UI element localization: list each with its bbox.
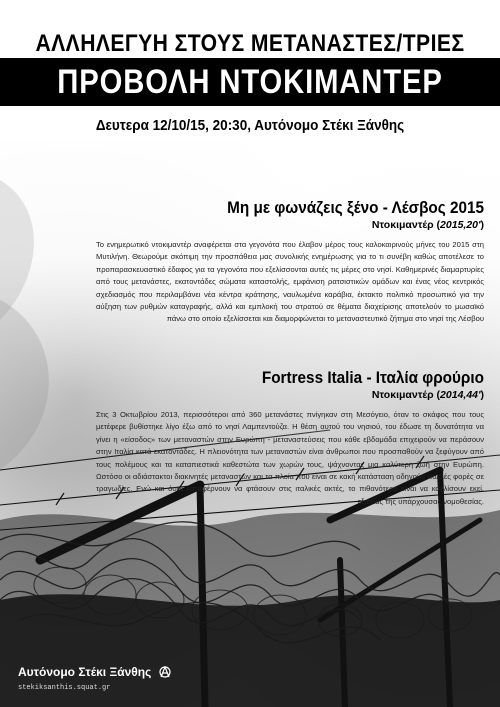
organizer-logo xyxy=(18,665,173,679)
film-meta: Ντοκιμαντέρ (2014,44') xyxy=(371,389,484,401)
film-title: Μη με φωνάζεις ξένο - Λέσβος 2015 xyxy=(227,198,484,217)
organizer-url: stekiksanthis.squat.gr xyxy=(18,684,111,692)
film-description: Στις 3 Οκτωβρίου 2013, περισσότεροι από 360 μετανάστες πνίγηκαν στη Μεσόγειο, όταν το σκάφος που τους μετέφερε βυθίστηκε λίγο έξω από το νησί Λαμπεντούζα. Η θέση αυτού του νησιού, του έδωσε τη δυνατότητα να γίνει η «είσοδος» των μεταναστών στην Ευρώπη - μεταναστεύσεις που κάθε εβδομάδα επιχειρούν να περάσουν στην Ιταλία κατά εκατοντάδες. Η πλειονότητα των μεταναστών είναι άνθρωποι που προσπαθούν να ξεφύγουν από τους πολέμους και τα καταπιεστικά καθεστώτα των χωρών τους, ψάχνοντας μια καλύτερη ζωή στην Ευρώπη. Ωστόσο οι αδιάστακτοι διακινητές μεταναστών και τα πλοία που είναι σε κακή κατάσταση οδηγούν πολλές φορές σε τραγωδίες. Ενώ και όσοι καταφέρνουν να φτάσουν στις ιταλικές ακτές, το πιθανότερο είναι να καλλίσουν εκεί, εξαιτίας της υπάρχουσας νομοθεσίας. xyxy=(96,410,484,506)
event-date-location: Δευτερα 12/10/15, 20:30, Αυτόνομο Στέκι Ξάνθης xyxy=(95,117,405,134)
film-meta: Ντοκιμαντέρ (2015,20') xyxy=(371,219,484,231)
anarchy-symbol-icon xyxy=(157,666,173,678)
film-section-lesvos xyxy=(96,198,484,326)
film-title: Fortress Italia - Ιταλία φρούριο xyxy=(261,368,484,387)
headline-solidarity: ΑΛΛΗΛΕΓΥΗ ΣΤΟΥΣ ΜΕΤΑΝΑΣΤΕΣ/ΤΡΙΕΣ xyxy=(35,30,465,57)
headline-screening: ΠΡΟΒΟΛΗ ΝΤΟΚΙΜΑΝΤΕΡ xyxy=(57,63,443,101)
organizer-name: Αυτόνομο Στέκι Ξάνθης xyxy=(18,665,152,679)
film-description: Το ενημερωτικό ντοκιμαντέρ αναφέρεται στα γεγονότα που έλαβον μέρος τους καλοκαιρινούς μήνες του 2015 στη Μυτιλήνη. Θεωρούμε σκόπιμη την προσπάθεια μας συνολικής ενημέρωσης για το τι συνέβη καθώς αποτέλεσε το προπαρασκευαστικό έδαφος για τα γεγονότα που εξελίσσονται αυτές τις μέρες στο νησί. Καθημερινές διαμαρτυρίες από τους μετανάστες, εκατοντάδες σώματα καταστολής, εμφάνιση ρατσιστικών ομάδων και ένας νέος κεντρικός σχεδιασμός που περιλαμβάνει νέα κέντρα κράτησης, ναυλωμένα καράβια, έκτακτο πολιτικό προσωπικό για την αύξηση των ρυθμών καταγραφής, αλλά και εμπλοκή του στρατού σε θέματα διαχείρισης αποτελούν το μωσαϊκό πάνω στο οποίο εξελίσσεται και διαμορφώνεται το μεταναστευτικό ζήτημα στο νησί της Λέσβου xyxy=(96,240,484,324)
film-section-fortress-italia xyxy=(96,368,484,508)
title-band xyxy=(0,58,500,106)
